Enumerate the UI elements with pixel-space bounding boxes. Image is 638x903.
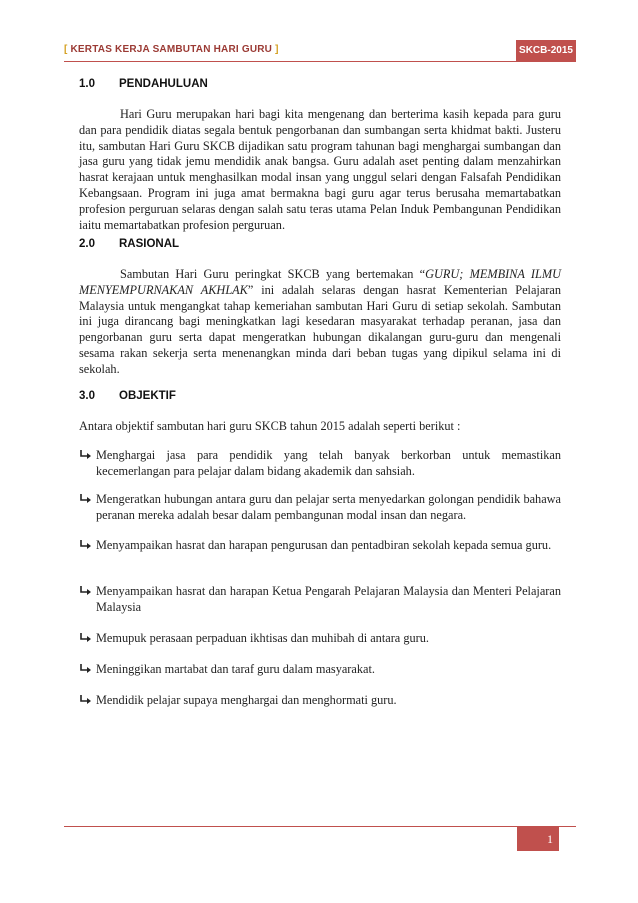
header-open-bracket: [ [64, 44, 68, 55]
section-number: 2.0 [79, 238, 95, 250]
list-item-text: Menghargai jasa para pendidik yang telah banyak berkorban untuk memastikan kecemerlangan para pelajar dalam bidang akademik dan sahsiah. [96, 448, 561, 478]
arrow-right-bent-icon [79, 632, 93, 644]
page-header [64, 40, 576, 62]
list-item [79, 492, 561, 524]
section-paragraph-rasional [79, 267, 561, 378]
list-item-text: Meninggikan martabat dan taraf guru dalam masyarakat. [96, 662, 375, 676]
section-title: RASIONAL [119, 238, 180, 250]
section-paragraph-pendahuluan [79, 107, 561, 233]
arrow-right-bent-icon [79, 493, 93, 505]
arrow-right-bent-icon [79, 449, 93, 461]
arrow-right-bent-icon [79, 663, 93, 675]
header-divider [64, 61, 576, 62]
page-number-badge: 1 [517, 827, 559, 851]
section-title: PENDAHULUAN [119, 78, 208, 90]
arrow-right-bent-icon [79, 539, 93, 551]
arrow-right-bent-icon [79, 694, 93, 706]
list-item-text: Mengeratkan hubungan antara guru dan pelajar serta menyedarkan golongan pendidik bahawa peranan mereka adalah besar dalam pembangunan modal insan dan negara. [96, 492, 561, 522]
list-item [79, 662, 561, 678]
list-item-text: Memupuk perasaan perpaduan ikhtisas dan muhibah di antara guru. [96, 631, 429, 645]
section-title: OBJEKTIF [119, 390, 176, 402]
list-item [79, 538, 561, 554]
header-close-bracket: ] [275, 44, 279, 55]
list-item-text: Mendidik pelajar supaya menghargai dan menghormati guru. [96, 693, 397, 707]
list-item [79, 584, 561, 616]
header-code-badge: SKCB-2015 [516, 40, 576, 62]
paragraph-text-after: ” ini adalah selaras dengan hasrat Kementerian Pelajaran Malaysia untuk mengangkat tahap kemeriahan sambutan Hari Guru di setiap sekolah. Sambutan ini juga dirancang bagi meningkatkan lagi kesedaran masyarakat terhadap peranan, jasa dan pengorbanan guru serta dapat mengeratkan hubungan dikalangan guru-guru dan mengenali sesama rakan sekerja serta menenangkan minda dari beban tugas yang dipikul selama ini di sekolah. [79, 282, 561, 376]
section-heading-objektif [79, 390, 176, 402]
paragraph-text-before: Sambutan Hari Guru peringkat SKCB yang bertemakan “ [120, 267, 426, 281]
theme-text: GURU; MEMBINA ILMU MENYEMPURNAKAN AKHLAK [79, 267, 561, 297]
list-item-text: Menyampaikan hasrat dan harapan Ketua Pengarah Pelajaran Malaysia dan Menteri Pelajaran Malaysia [96, 584, 561, 614]
footer-divider [64, 826, 576, 827]
list-item [79, 448, 561, 480]
list-item [79, 693, 561, 709]
header-title-text: KERTAS KERJA SAMBUTAN HARI GURU [67, 44, 276, 55]
objective-intro: Antara objektif sambutan hari guru SKCB tahun 2015 adalah seperti berikut : [79, 419, 461, 433]
section-heading-pendahuluan [79, 78, 208, 90]
arrow-right-bent-icon [79, 585, 93, 597]
section-number: 1.0 [79, 78, 95, 90]
section-number: 3.0 [79, 390, 95, 402]
paragraph-text: Hari Guru merupakan hari bagi kita mengenang dan berterima kasih kepada para guru dan para pendidik diatas segala bentuk pengorbanan dan sumbangan serta khidmat bakti. Justeru itu, sambutan Hari Guru SKCB dijadikan satu program tahunan bagi menghargai sumbangan dan jasa guru yang tidak jemu mendidik anak bangsa. Guru adalah aset penting dalam menzahirkan hasrat kerajaan untuk menghasilkan modal insan yang unggul selari dengan Falsafah Pendidikan Kebangsaan. Program ini juga amat bermakna bagi guru agar terus berusaha memartabatkan profesion perguruan selaras dengan salah satu teras utama Pelan Induk Pembangunan Pendidikan iaitu memartabatkan profesion perguruan. [79, 107, 561, 232]
section-heading-rasional [79, 238, 179, 250]
list-item-text: Menyampaikan hasrat dan harapan pengurusan dan pentadbiran sekolah kepada semua guru. [96, 538, 552, 552]
header-title [64, 44, 279, 55]
list-item [79, 631, 561, 647]
